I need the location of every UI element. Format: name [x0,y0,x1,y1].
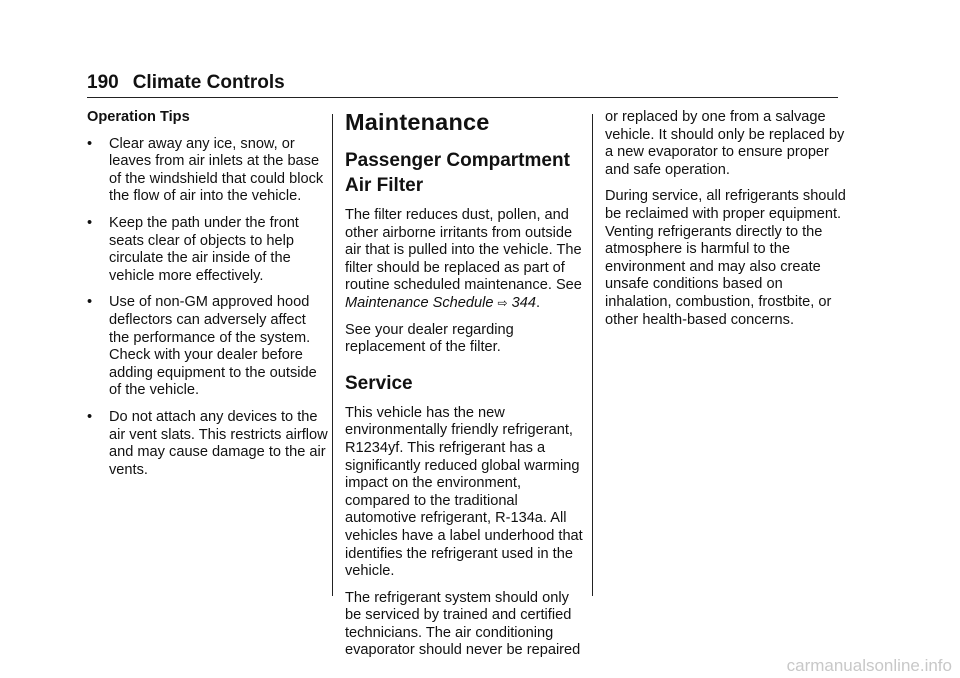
maintenance-heading: Maintenance [345,109,490,135]
air-filter-heading: Passenger Compartment Air Filter [345,150,570,196]
tip-text: Keep the path under the front seats clear of objects to help circulate the air inside of the vehicle more effectively. [109,214,299,284]
page-title: Climate Controls [132,72,285,93]
bullet-marker: • [87,214,93,231]
page-header [87,72,285,94]
page-reference-icon: ⇨ [497,295,508,310]
service-paragraph: The refrigerant system should only be serviced by trained and certified technicians. The air conditioning evaporator should never be repaired [345,589,581,659]
bullet-marker: • [87,294,93,311]
air-filter-paragraph: The filter reduces dust, pollen, and other airborne irritants from outside air that is pulled into the vehicle. The filter should be replaced as part of routine scheduled maintenance. See Maintenance Schedule ⇨ 344. [345,207,582,311]
page-reference-number[interactable]: 344 [511,294,537,311]
page-number: 190 [87,72,119,93]
tip-item [87,294,330,400]
refrigerant-paragraph: This vehicle has the new environmentally friendly refrigerant, R1234yf. This refrigerant has a significantly reduced global warming impact on the environment, compared to the traditional automotive refrigerant, R-134a. All vehicles have a label underhood that identifies the refrigerant used in the vehicle. [345,404,583,580]
bullet-marker: • [87,135,93,152]
header-rule [87,97,838,98]
tip-item [87,136,330,206]
evaporator-paragraph: or replaced by one from a salvage vehicle. It should only be replaced by a new evaporator to ensure proper and safe operation. [605,109,845,178]
reclaim-paragraph: During service, all refrigerants should be reclaimed with proper equipment. Venting refrigerants directly to the atmosphere is harmful to the environment and may also create unsafe conditions based on inhalation, combustion, frostbite, or other health-based concerns. [605,188,846,328]
tip-text: Do not attach any devices to the air vent slats. This restricts airflow and may cause damage to the air vents. [109,408,328,478]
column-divider [592,114,593,596]
tip-item [87,409,330,479]
dealer-paragraph: See your dealer regarding replacement of the filter. [345,321,514,356]
tip-text: Clear away any ice, snow, or leaves from air inlets at the base of the windshield that could block the flow of air into the vehicle. [109,135,324,205]
column-operation-tips [87,109,330,488]
column-divider [332,114,333,596]
watermark: carmanualsonline.info [786,656,952,675]
maintenance-schedule-link[interactable]: Maintenance Schedule [345,294,494,311]
tip-text: Use of non-GM approved hood deflectors can adversely affect the performance of the system. Check with your dealer before adding equipment to the outside of the vehicle. [109,294,317,399]
column-continued [605,109,848,338]
service-heading: Service [345,372,413,394]
tip-item [87,215,330,285]
operation-tips-heading: Operation Tips [87,109,190,125]
bullet-marker: • [87,408,93,425]
column-maintenance [345,109,588,669]
